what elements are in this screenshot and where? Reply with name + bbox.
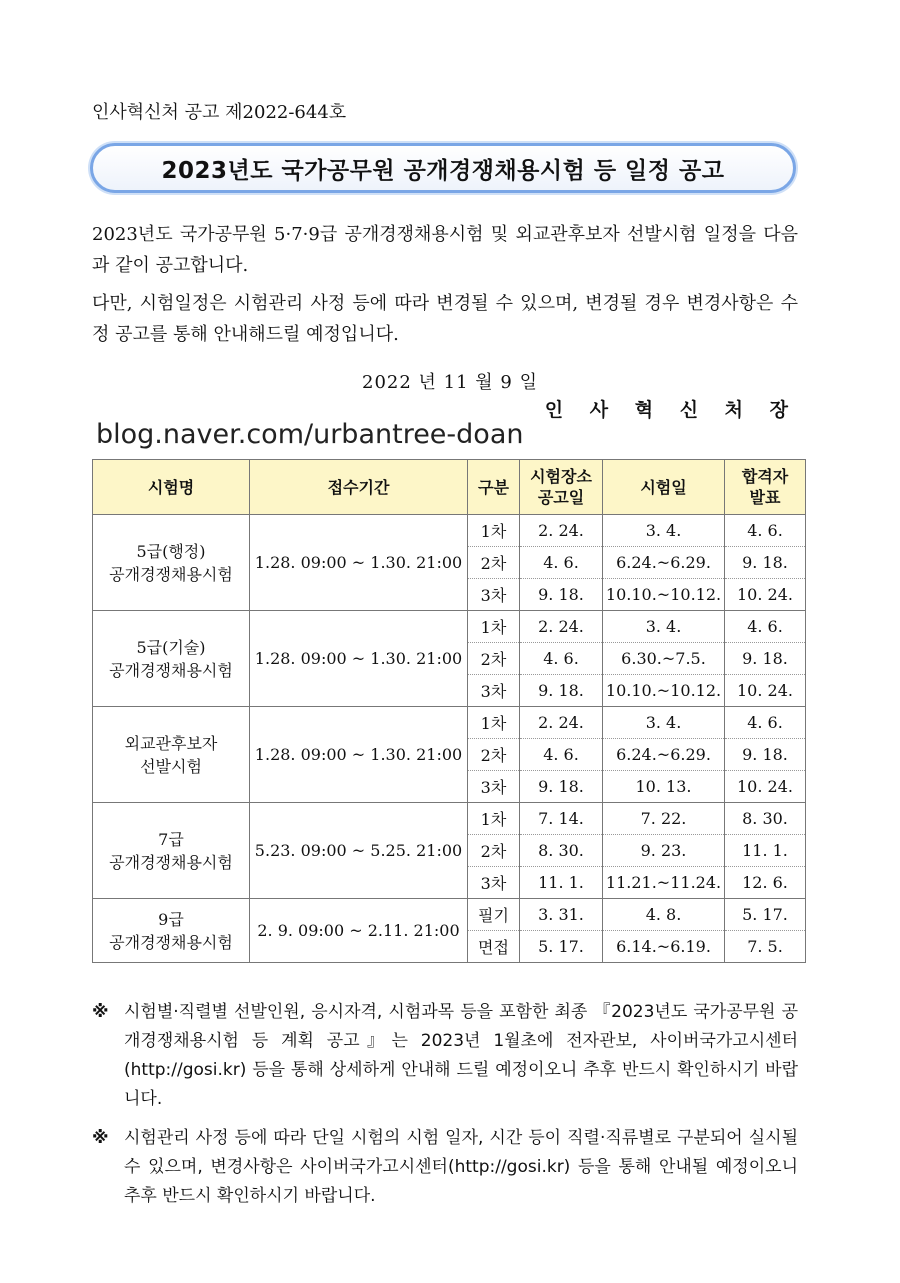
title-banner <box>90 143 796 193</box>
result-date-cell: 10. 24. <box>725 771 806 803</box>
venue-notice-cell: 9. 18. <box>520 675 603 707</box>
venue-notice-cell: 9. 18. <box>520 771 603 803</box>
exam-date-cell: 10.10.~10.12. <box>603 675 725 707</box>
header-application-period: 접수기간 <box>250 460 468 515</box>
header-exam-date: 시험일 <box>603 460 725 515</box>
header-venue-notice: 시험장소 공고일 <box>520 460 603 515</box>
venue-notice-cell: 2. 24. <box>520 707 603 739</box>
application-period-cell: 1.28. 09:00 ~ 1.30. 21:00 <box>250 515 468 611</box>
exam-name-cell: 5급(행정) 공개경쟁채용시험 <box>93 515 250 611</box>
exam-date-cell: 3. 4. <box>603 515 725 547</box>
exam-date-cell: 3. 4. <box>603 707 725 739</box>
stage-cell: 1차 <box>468 803 520 835</box>
exam-date-cell: 3. 4. <box>603 611 725 643</box>
result-date-cell: 5. 17. <box>725 899 806 931</box>
header-result-date: 합격자 발표 <box>725 460 806 515</box>
notice-paragraph: 다만, 시험일정은 시험관리 사정 등에 따라 변경될 수 있으며, 변경될 경우 변경사항은 수정 공고를 통해 안내해드릴 예정입니다. <box>92 293 798 345</box>
blog-watermark: blog.naver.com/urbantree-doan <box>96 419 524 450</box>
exam-date-cell: 9. 23. <box>603 835 725 867</box>
exam-name-cell: 외교관후보자 선발시험 <box>93 707 250 803</box>
exam-name-cell: 9급 공개경쟁채용시험 <box>93 899 250 963</box>
exam-date-cell: 10.10.~10.12. <box>603 579 725 611</box>
table-row <box>93 899 806 931</box>
exam-date-cell: 6.30.~7.5. <box>603 643 725 675</box>
intro-paragraph: 2023년도 국가공무원 5·7·9급 공개경쟁채용시험 및 외교관후보자 선발시험 일정을 다음과 같이 공고합니다. <box>92 224 798 276</box>
exam-date-cell: 11.21.~11.24. <box>603 867 725 899</box>
stage-cell: 3차 <box>468 771 520 803</box>
venue-notice-cell: 5. 17. <box>520 931 603 963</box>
stage-cell: 필기 <box>468 899 520 931</box>
application-period-cell: 2. 9. 09:00 ~ 2.11. 21:00 <box>250 899 468 963</box>
stage-cell: 3차 <box>468 675 520 707</box>
header-stage: 구분 <box>468 460 520 515</box>
result-date-cell: 10. 24. <box>725 675 806 707</box>
stage-cell: 2차 <box>468 835 520 867</box>
note-item <box>92 1124 798 1211</box>
note-item <box>92 998 798 1114</box>
stage-cell: 3차 <box>468 867 520 899</box>
stage-cell: 면접 <box>468 931 520 963</box>
stage-cell: 3차 <box>468 579 520 611</box>
result-date-cell: 9. 18. <box>725 643 806 675</box>
exam-name-cell: 5급(기술) 공개경쟁채용시험 <box>93 611 250 707</box>
result-date-cell: 9. 18. <box>725 547 806 579</box>
table-row <box>93 707 806 739</box>
notice-number: 인사혁신처 공고 제2022-644호 <box>92 102 347 123</box>
exam-date-cell: 6.14.~6.19. <box>603 931 725 963</box>
result-date-cell: 9. 18. <box>725 739 806 771</box>
venue-notice-cell: 8. 30. <box>520 835 603 867</box>
venue-notice-cell: 4. 6. <box>520 643 603 675</box>
note-text: 시험관리 사정 등에 따라 단일 시험의 시험 일자, 시간 등이 직렬·직류별로 구분되어 실시될 수 있으며, 변경사항은 사이버국가고시센터(http://gosi.kr) 등을 통해 안내될 예정이오니 추후 반드시 확인하시기 바랍니다. <box>124 1128 798 1206</box>
stage-cell: 1차 <box>468 707 520 739</box>
exam-name-cell: 7급 공개경쟁채용시험 <box>93 803 250 899</box>
application-period-cell: 1.28. 09:00 ~ 1.30. 21:00 <box>250 611 468 707</box>
venue-notice-cell: 2. 24. <box>520 515 603 547</box>
issuer-name: 인 사 혁 신 처 장 <box>544 399 798 421</box>
venue-notice-cell: 4. 6. <box>520 547 603 579</box>
exam-date-cell: 7. 22. <box>603 803 725 835</box>
exam-date-cell: 4. 8. <box>603 899 725 931</box>
result-date-cell: 4. 6. <box>725 611 806 643</box>
table-row <box>93 515 806 547</box>
venue-notice-cell: 11. 1. <box>520 867 603 899</box>
table-row <box>93 611 806 643</box>
result-date-cell: 4. 6. <box>725 515 806 547</box>
table-header-row <box>93 460 806 515</box>
stage-cell: 2차 <box>468 547 520 579</box>
venue-notice-cell: 4. 6. <box>520 739 603 771</box>
page-title: 2023년도 국가공무원 공개경쟁채용시험 등 일정 공고 <box>161 157 725 184</box>
exam-date-cell: 6.24.~6.29. <box>603 547 725 579</box>
note-text: 시험별·직렬별 선발인원, 응시자격, 시험과목 등을 포함한 최종 『2023년도 국가공무원 공개경쟁채용시험 등 계획 공고』는 2023년 1월초에 전자관보, 사이버국가고시센터(http://gosi.kr) 등을 통해 상세하게 안내해 드릴 예정이오니 추후 반드시 확인하시기 바랍니다. <box>124 1002 798 1109</box>
notes-section <box>92 998 798 1221</box>
reference-mark: ※ <box>92 1128 109 1148</box>
exam-date-cell: 10. 13. <box>603 771 725 803</box>
application-period-cell: 1.28. 09:00 ~ 1.30. 21:00 <box>250 707 468 803</box>
result-date-cell: 11. 1. <box>725 835 806 867</box>
result-date-cell: 10. 24. <box>725 579 806 611</box>
exam-schedule-table <box>92 459 806 963</box>
application-period-cell: 5.23. 09:00 ~ 5.25. 21:00 <box>250 803 468 899</box>
result-date-cell: 8. 30. <box>725 803 806 835</box>
result-date-cell: 7. 5. <box>725 931 806 963</box>
result-date-cell: 4. 6. <box>725 707 806 739</box>
stage-cell: 2차 <box>468 643 520 675</box>
stage-cell: 1차 <box>468 515 520 547</box>
venue-notice-cell: 7. 14. <box>520 803 603 835</box>
venue-notice-cell: 9. 18. <box>520 579 603 611</box>
reference-mark: ※ <box>92 1002 109 1022</box>
table-row <box>93 803 806 835</box>
exam-date-cell: 6.24.~6.29. <box>603 739 725 771</box>
announcement-date: 2022 년 11 월 9 일 <box>362 372 538 393</box>
venue-notice-cell: 3. 31. <box>520 899 603 931</box>
header-exam-name: 시험명 <box>93 460 250 515</box>
result-date-cell: 12. 6. <box>725 867 806 899</box>
venue-notice-cell: 2. 24. <box>520 611 603 643</box>
stage-cell: 2차 <box>468 739 520 771</box>
stage-cell: 1차 <box>468 611 520 643</box>
